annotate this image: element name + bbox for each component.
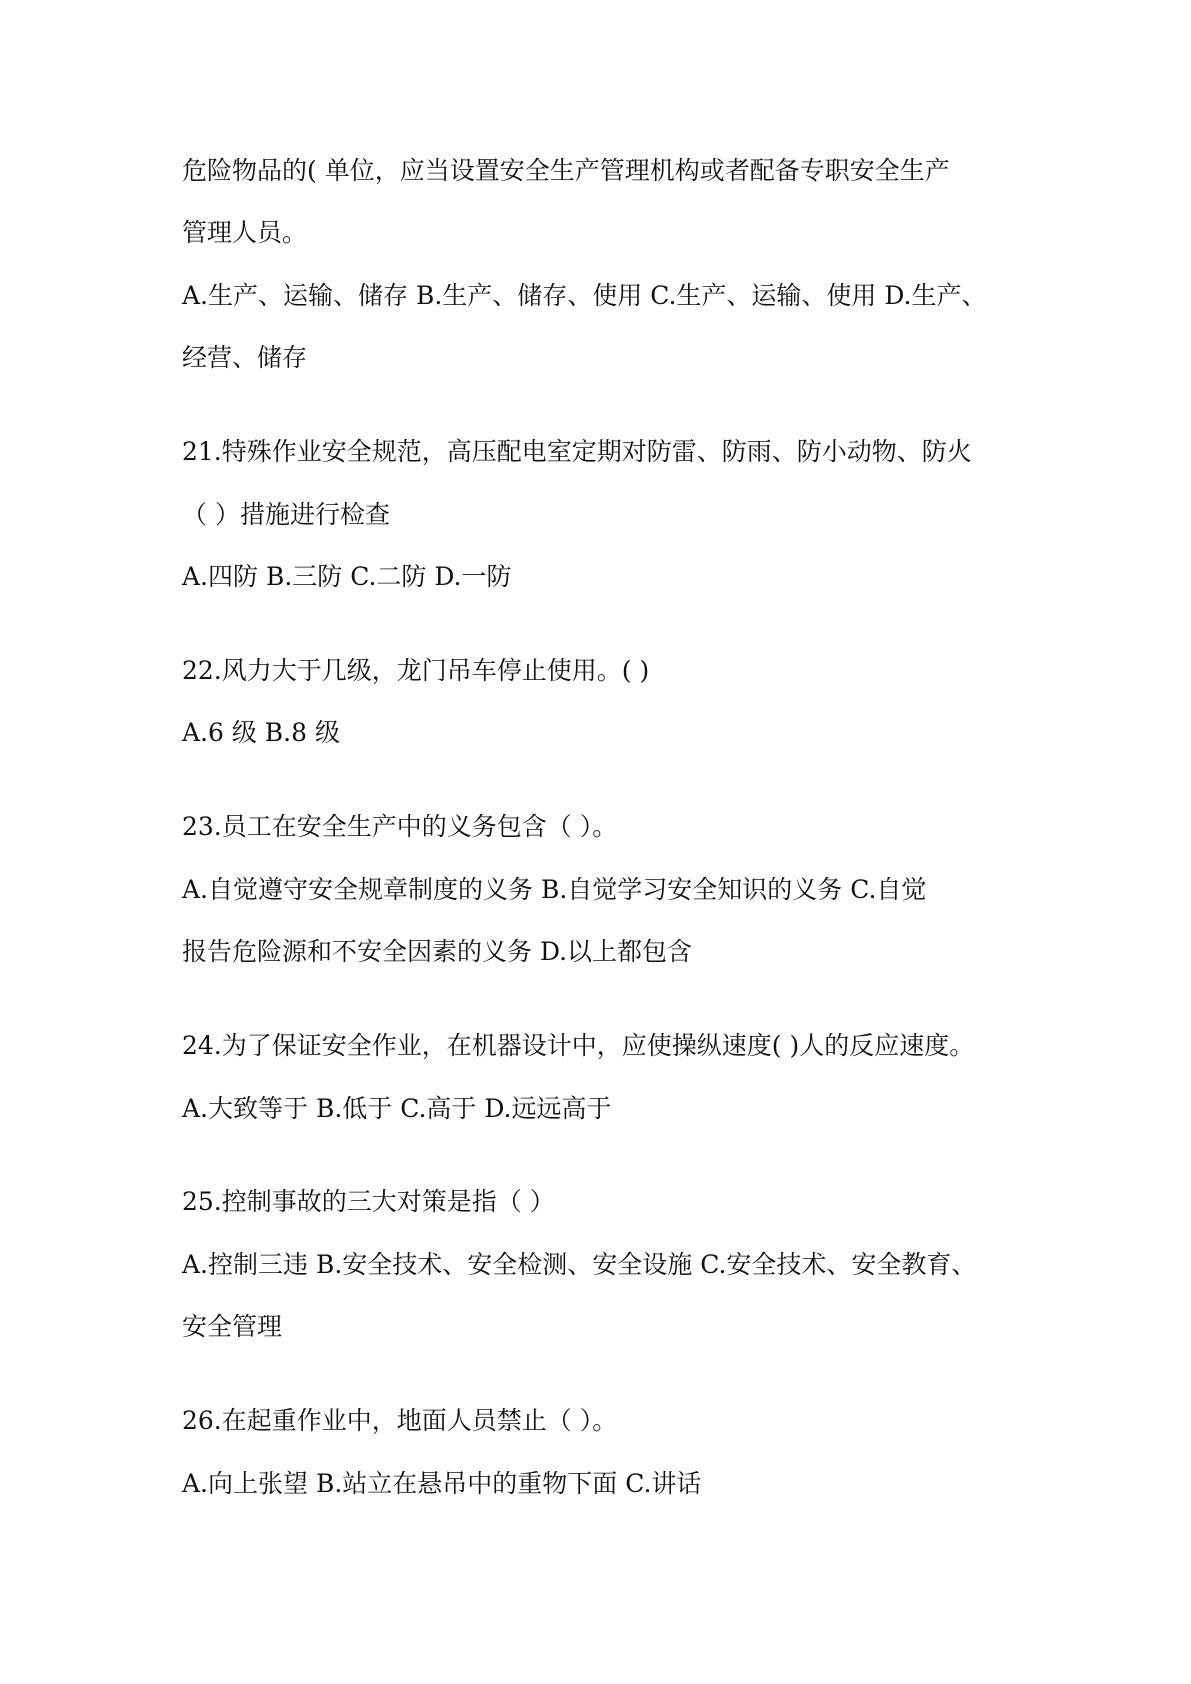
question-26: 26.在起重作业中，地面人员禁止（ ）。 bbox=[182, 1406, 618, 1435]
text-line: 危险物品的( 单位，应当设置安全生产管理机构或者配备专职安全生产 bbox=[182, 156, 950, 185]
answer-options: A.自觉遵守安全规章制度的义务 B.自觉学习安全知识的义务 C.自觉 bbox=[182, 875, 927, 904]
answer-options: A.控制三违 B.安全技术、安全检测、安全设施 C.安全技术、安全教育、 bbox=[182, 1250, 977, 1279]
answer-options: A.四防 B.三防 C.二防 D.一防 bbox=[182, 562, 512, 591]
answer-options: A.大致等于 B.低于 C.高于 D.远远高于 bbox=[182, 1094, 612, 1123]
question-24: 24.为了保证安全作业，在机器设计中，应使操纵速度( )人的反应速度。 bbox=[182, 1031, 975, 1060]
text-line: 经营、储存 bbox=[182, 343, 308, 372]
question-21: 21.特殊作业安全规范，高压配电室定期对防雷、防雨、防小动物、防火 bbox=[182, 437, 972, 466]
question-23: 23.员工在安全生产中的义务包含（ ）。 bbox=[182, 812, 618, 841]
text-line: 管理人员。 bbox=[182, 218, 308, 247]
text-line: 安全管理 bbox=[182, 1312, 283, 1341]
answer-options: A.向上张望 B.站立在悬吊中的重物下面 C.讲话 bbox=[182, 1469, 702, 1498]
text-line: （ ）措施进行检查 bbox=[182, 500, 390, 529]
question-22: 22.风力大于几级，龙门吊车停止使用。( ) bbox=[182, 656, 650, 685]
text-line: 报告危险源和不安全因素的义务 D.以上都包含 bbox=[182, 937, 693, 966]
answer-options: A.6 级 B.8 级 bbox=[182, 718, 340, 747]
text-line: A.生产、运输、储存 B.生产、储存、使用 C.生产、运输、使用 D.生产、 bbox=[182, 281, 987, 310]
question-25: 25.控制事故的三大对策是指（ ） bbox=[182, 1187, 555, 1216]
